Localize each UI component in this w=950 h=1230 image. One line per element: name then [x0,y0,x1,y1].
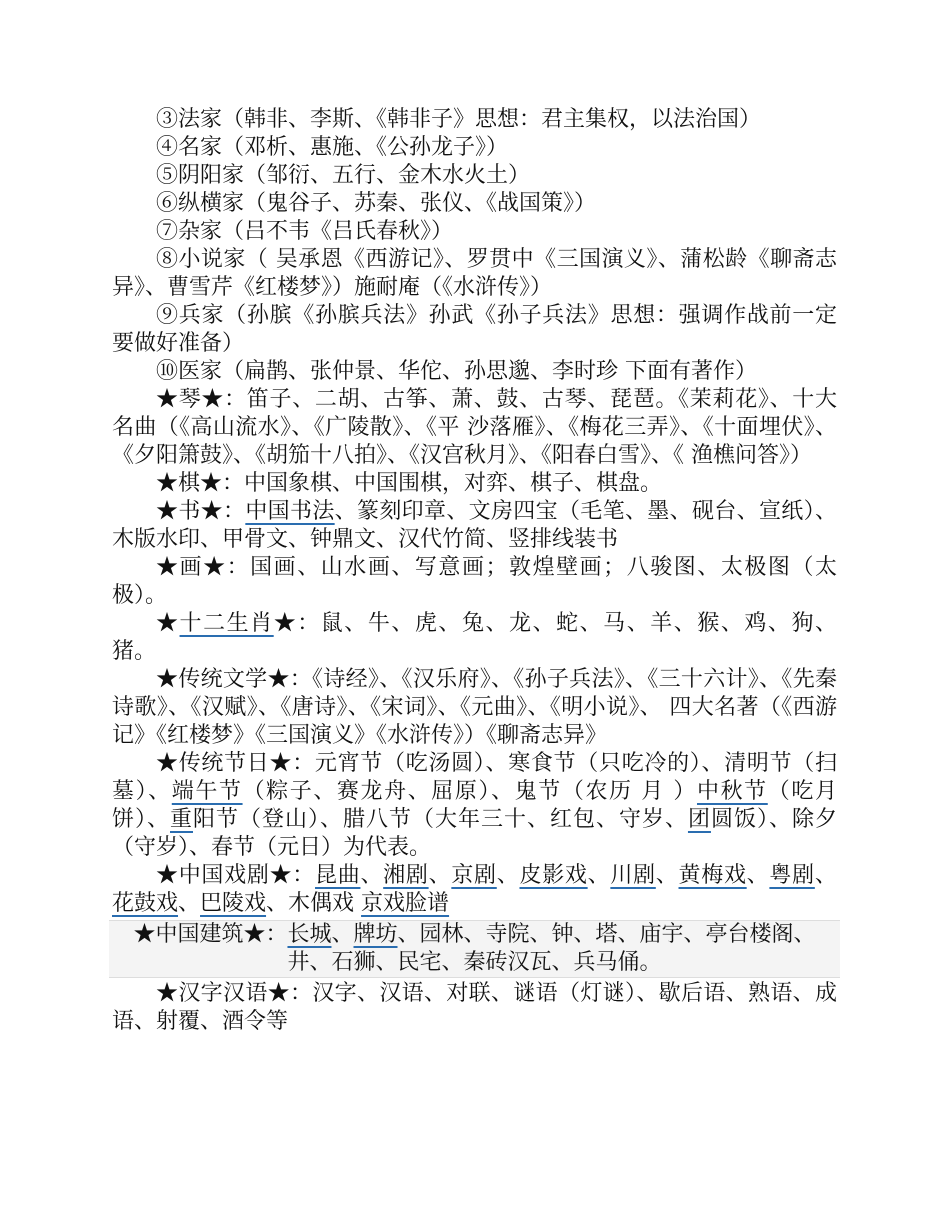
underlined-term: 端午节 [171,779,243,804]
text-run: 、 [814,863,837,888]
underlined-term: 长城 [287,922,332,947]
text-run: 、 [655,863,679,888]
underlined-term: 巴陵戏 [200,891,267,916]
paragraph [112,750,837,862]
text-run: 、 [428,863,452,888]
text-run: ★中国戏剧★： [156,863,316,888]
paragraph [112,358,837,386]
underlined-term: 京剧 [451,863,497,888]
text-run: （粽子、赛龙舟、屈原）、鬼节（农历 月 ） [242,779,697,804]
paragraph [112,162,837,190]
text-run: 、 [178,891,201,916]
text-run: ★中国建筑★： [133,922,288,947]
text-run: ★书★： [156,499,246,524]
paragraph [112,666,837,750]
text-run: ⑦杂家（吕不韦《吕氏春秋》） [156,219,454,244]
text-run: ★琴★：笛子、二胡、古筝、萧、鼓、古琴、琵琶。《茉莉花》、十大名曲（《高山流水》、《广陵散》、《平 沙落雁》、《梅花三弄》、《十面埋伏》、《夕阳箫鼓》、《胡笳十八拍》、《汉宫秋月》、《阳春白雪》、《 渔樵问答》） [112,387,837,468]
paragraph [112,246,837,302]
text-run: 、木偶戏 [266,891,362,916]
text-run: ★：鼠、牛、虎、兔、龙、蛇、马、羊、猴、鸡、狗、猪。 [112,611,837,664]
text-run: 、 [360,863,384,888]
underlined-term: 花鼓戏 [112,891,179,916]
underlined-term: 川剧 [610,863,656,888]
text-run: 、 [587,863,611,888]
text-run: 、篆刻印章、文房四宝（毛笔、墨、砚台、宣纸）、木版水印、甲骨文、钟鼎文、汉代竹简、竖排线装书 [112,499,837,552]
underlined-term: 中国书法 [245,499,335,524]
text-run: 、园林、寺院、钟、塔、庙宇、亭台楼阁、井、石狮、民宅、秦砖汉瓦、兵马俑。 [287,922,816,975]
text-run: 、 [331,922,354,947]
underlined-term: 团 [687,807,711,832]
underlined-term: 京戏脸谱 [361,891,450,916]
text-run: ⑨兵家（孙膑《孙膑兵法》孙武《孙子兵法》思想：强调作战前一定要做好准备） [112,303,837,356]
paragraph [112,106,837,134]
text-run: 、 [746,863,770,888]
underlined-term: 十二生肖 [179,611,274,636]
text-run: 阳节（登山）、腊八节（大年三十、红包、守岁、 [193,807,688,832]
paragraph [112,980,837,1036]
paragraph [112,386,837,470]
text-run: ★ [156,611,180,636]
text-run: ③法家（韩非、李斯、《韩非子》思想：君主集权，以法治国） [156,107,762,132]
underlined-term: 皮影戏 [519,863,588,888]
paragraph [112,554,837,610]
text-run: ⑧小说家（ 吴承恩《西游记》、罗贯中《三国演义》、蒲松龄《聊斋志异》、曹雪芹《红楼梦》）施耐庵（《水浒传》） [112,247,837,300]
text-run: ★传统节日★：元宵节（吃汤圆）、寒食节（只吃冷的）、清明节（扫墓）、 [112,751,837,804]
text-run: ★汉字汉语★：汉字、汉语、对联、谜语（灯谜）、歇后语、熟语、成语、射覆、酒令等 [112,981,837,1034]
paragraph [112,498,837,554]
paragraph [112,302,837,358]
highlighted-block [109,920,840,978]
underlined-term: 重 [170,807,193,832]
paragraph [112,190,837,218]
underlined-term: 粤剧 [769,863,815,888]
paragraph [112,470,837,498]
paragraph [112,921,837,977]
underlined-term: 中秋节 [696,779,768,804]
paragraph [112,134,837,162]
paragraph [112,610,837,666]
text-run: ★棋★：中国象棋、中国围棋，对弈、棋子、棋盘。 [156,471,663,496]
underlined-term: 黄梅戏 [678,863,747,888]
paragraph [112,862,837,918]
text-run: 、 [496,863,520,888]
text-run: ★画★：国画、山水画、写意画；敦煌壁画；八骏图、太极图（太极）。 [112,555,837,608]
text-run: ★传统文学★：《诗经》、《汉乐府》、《孙子兵法》、《三十六计》、《先秦诗歌》、《汉赋》、《唐诗》、《宋词》、《元曲》、《明小说》、 四大名著（《西游记》《红楼梦》《三国演义》《水浒传》）《聊斋志异》 [112,667,837,748]
text-run: ⑤阴阳家（邹衍、五行、金木水火土） [156,163,531,188]
underlined-term: 湘剧 [383,863,429,888]
text-run: ⑩医家（扁鹊、张仲景、华佗、孙思邈、李时珍 下面有著作） [156,359,757,384]
text-run: ④名家（邓析、惠施、《公孙龙子》） [156,135,509,160]
text-run: 圆饭）、除夕（守岁）、春节（元日）为代表。 [112,807,837,860]
document-body [112,106,837,1036]
text-run: ⑥纵横家（鬼谷子、苏秦、张仪、《战国策》） [156,191,597,216]
underlined-term: 牌坊 [353,922,398,947]
text-run: （吃月饼）、 [112,779,837,832]
underlined-term: 昆曲 [315,863,361,888]
paragraph [112,218,837,246]
